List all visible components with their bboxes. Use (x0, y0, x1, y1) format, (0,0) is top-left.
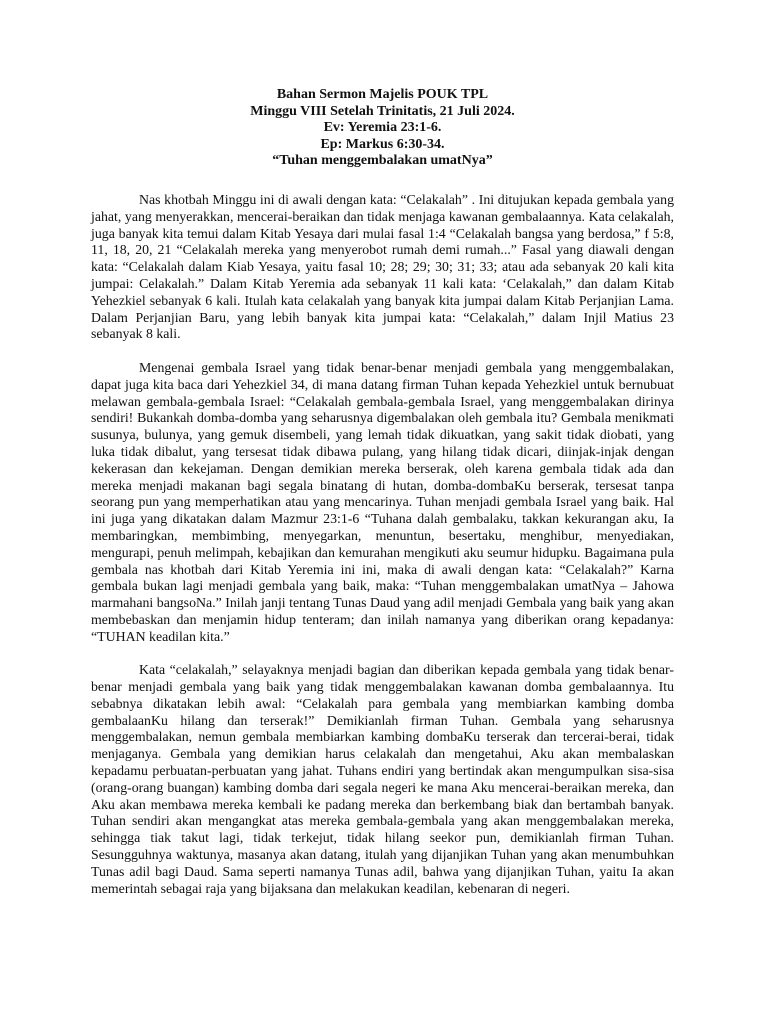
sermon-body (91, 192, 674, 897)
header-title: Bahan Sermon Majelis POUK TPL (276, 87, 489, 102)
paragraph-2: Mengenai gembala Israel yang tidak benar-benar menjadi gembala yang menggembalakan, dapat juga kita baca dari Yehezkiel 34, di mana datang firman Tuhan kepada Yehezkiel untuk bernubuat melawan gembala-gembala Israel: “Celakalah gembala-gembala Israel, yang menggembalakan dirinya sendiri! Bukankah domba-domba yang seharusnya digembalakan oleh gembala itu? Gembala menikmati susunya, bulunya, yang gemuk disembeli, yang lemah tidak dikuatkan, yang sakit tidak diobati, yang luka tidak dibalut, yang tersesat tidak dibawa pulang, yang hilang tidak dicari, diinjak-injak dengan kekerasan dan kekejaman. Dengan demikian mereka berserak, oleh karena gembala tidak ada dan mereka menjadi makanan bagi segala binatang di hutan, domba-dombaKu berserak, tersesat tanpa seorang pun yang memperhatikan atau yang mencarinya. Tuhan menjadi gembala Israel yang baik. Hal ini juga yang dikatakan dalam Mazmur 23:1-6 “Tuhana dalah gembalaku, takkan kekurangan aku, Ia membaringkan, membimbing, menyegarkan, menuntun, besertaku, menghibur, menyediakan, mengurapi, penuh melimpah, kebajikan dan kemurahan mengikuti aku seumur hidupku. Bagaimana pula gembala nas khotbah dari Kitab Yeremia ini ini, maka di awali dengan kata: “Celakalah?” Karna gembala bukan lagi menjadi gembala yang baik, maka: “Tuhan menggembalakan umatNya – Jahowa marmahani bangsoNa.” Inilah janji tentang Tunas Daud yang adil menjadi Gembala yang baik yang akan membebaskan dan menjamin hidup tenteram; dan inilah namanya yang diberikan orang kepadanya: “TUHAN keadilan kita.” (91, 359, 674, 644)
document-page (91, 87, 674, 914)
header-theme: “Tuhan menggembalakan umatNya” (272, 153, 493, 169)
header-date: Minggu VIII Setelah Trinitatis, 21 Juli 2024. (250, 103, 515, 119)
sermon-header (91, 87, 674, 170)
paragraph-1: Nas khotbah Minggu ini di awali dengan kata: “Celakalah” . Ini ditujukan kepada gembala yang jahat, yang menyerakkan, mencerai-beraikan dan tidak menjaga kawanan gembalaannya. Kata celakalah, juga banyak kita temui dalam Kitab Yesaya dari mulai fasal 1:4 “Celakalah bangsa yang berdosa,” f 5:8, 11, 18, 20, 21 “Celakalah mereka yang menyerobot rumah demi rumah...” Fasal yang diawali dengan kata: “Celakalah dalam Kiab Yesaya, yaitu fasal 10; 28; 29; 30; 31; 33; atau ada sebanyak 20 kali kita jumpai: Celakalah.” Dalam Kitab Yeremia ada sebanyak 11 kali kata: ‘Celakalah,” dan dalam Kitab Yehezkiel sebanyak 6 kali. Itulah kata celakalah yang banyak kita jumpai dalam Kitab Perjanjian Lama. Dalam Perjanjian Baru, yang lebih banyak kita jumpai kata: “Celakalah,” dalam Injil Matius 23 sebanyak 8 kali. (91, 191, 674, 342)
header-gospel-reading: Ev: Yeremia 23:1-6. (323, 120, 442, 136)
paragraph-3: Kata “celakalah,” selayaknya menjadi bagian dan diberikan kepada gembala yang tidak benar-benar menjadi gembala yang baik yang tidak menggembalakan kawanan domba gembalaannya. Itu sebabnya dikatakan lebih awal: “Celakalah para gembala yang membiarkan kambing domba gembalaanKu hilang dan terserak!” Demikianlah firman Tuhan. Gembala yang seharusnya menggembalakan, nemun gembala membiarkan kambing dombaKu terserak dan tercerai-berai, tidak menjaganya. Gembala yang demikian harus celakalah dan mengetahui, Aku akan membalaskan kepadamu perbuatan-perbuatan yang jahat. Tuhans endiri yang bertindak akan mengumpulkan sisa-sisa (orang-orang buangan) kambing domba dari segala negeri ke mana Aku mencerai-beraikan mereka, dan Aku akan membawa mereka kembali ke padang mereka dan berkembang biak dan bertambah banyak. Tuhan sendiri akan mengangkat atas mereka gembala-gembala yang akan menggembalakan mereka, sehingga tiak takut lagi, tidak terkejut, tidak hilang seekor pun, demikianlah firman Tuhan. Sesungguhnya waktunya, masanya akan datang, itulah yang dijanjikan Tuhan yang akan menumbuhkan Tunas adil bagi Daud. Sama seperti namanya Tunas adil, bahwa yang dijanjikan Tuhan, yaitu Ia akan memerintah sebagai raja yang bijaksana dan melakukan keadilan, kebenaran di negeri. (91, 662, 674, 896)
header-epistle-reading: Ep: Markus 6:30-34. (320, 136, 445, 152)
